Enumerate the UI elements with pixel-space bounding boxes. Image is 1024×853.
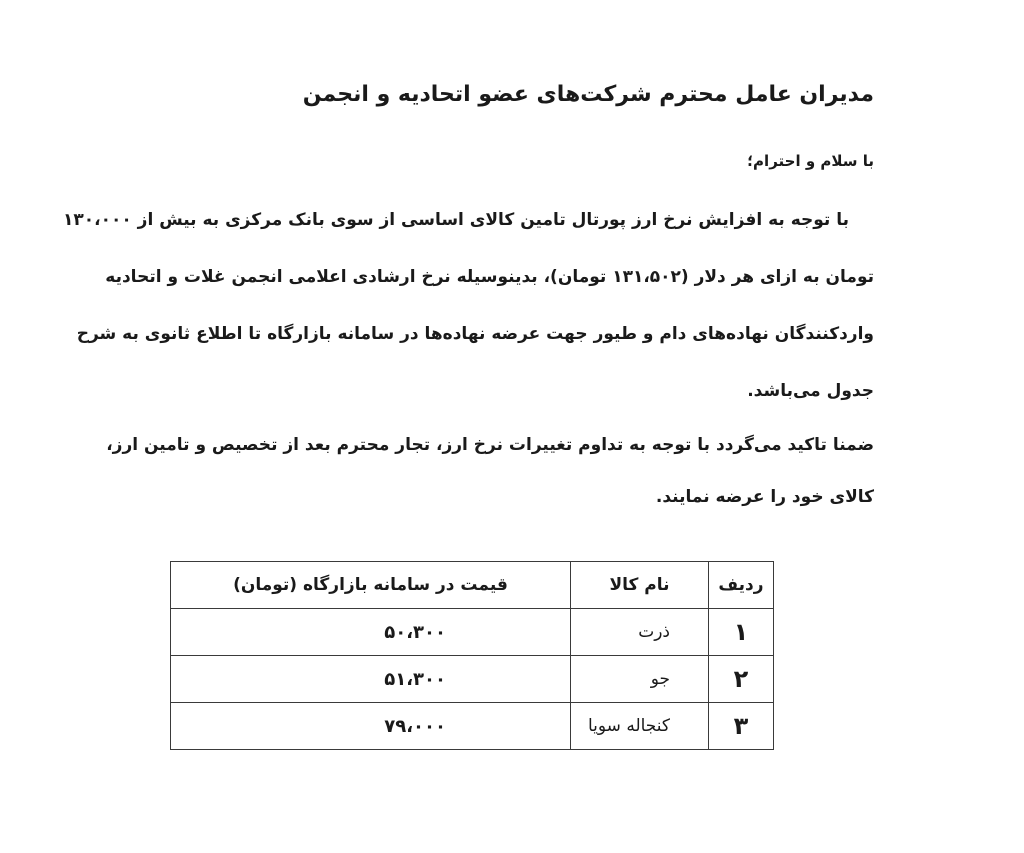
- price-table: [170, 561, 774, 750]
- paragraph-line: جدول می‌باشد.: [747, 381, 874, 401]
- table-row: [171, 656, 774, 703]
- row-number: ۳: [709, 703, 774, 750]
- paragraph-line: کالای خود را عرضه نمایند.: [655, 487, 874, 507]
- greeting: با سلام و احترام؛: [747, 152, 874, 170]
- product-price: ۵۱،۳۰۰: [171, 656, 571, 703]
- product-name: ذرت: [571, 609, 709, 656]
- document-title: مدیران عامل محترم شرکت‌های عضو اتحادیه و انجمن: [302, 82, 874, 107]
- paragraph-2: [99, 430, 874, 534]
- table-header-row: [171, 562, 774, 609]
- row-number: ۱: [709, 609, 774, 656]
- product-price: ۵۰،۳۰۰: [171, 609, 571, 656]
- table-row: [171, 703, 774, 750]
- product-name: کنجاله سویا: [571, 703, 709, 750]
- header-row-number: ردیف: [709, 562, 774, 609]
- product-price: ۷۹،۰۰۰: [171, 703, 571, 750]
- paragraph-line: تومان به ازای هر دلار (۱۳۱،۵۰۲ تومان)، بدینوسیله نرخ ارشادی اعلامی انجمن غلات و اتحادیه: [105, 267, 874, 287]
- row-number: ۲: [709, 656, 774, 703]
- table-row: [171, 609, 774, 656]
- paragraph-line: ضمنا تاکید می‌گردد با توجه به تداوم تغییرات نرخ ارز، تجار محترم بعد از تخصیص و تامین ارز،: [106, 435, 874, 455]
- product-name: جو: [571, 656, 709, 703]
- paragraph-line: با توجه به افزایش نرخ ارز پورتال تامین کالای اساسی از سوی بانک مرکزی به بیش از ۱۳۰،۰۰۰: [63, 210, 849, 230]
- header-product-name: نام کالا: [571, 562, 709, 609]
- paragraph-1: [63, 205, 874, 433]
- paragraph-line: واردکنندگان نهاده‌های دام و طیور جهت عرضه نهاده‌ها در سامانه بازارگاه تا اطلاع ثانوی به شرح: [76, 324, 874, 344]
- header-price: قیمت در سامانه بازارگاه (تومان): [171, 562, 571, 609]
